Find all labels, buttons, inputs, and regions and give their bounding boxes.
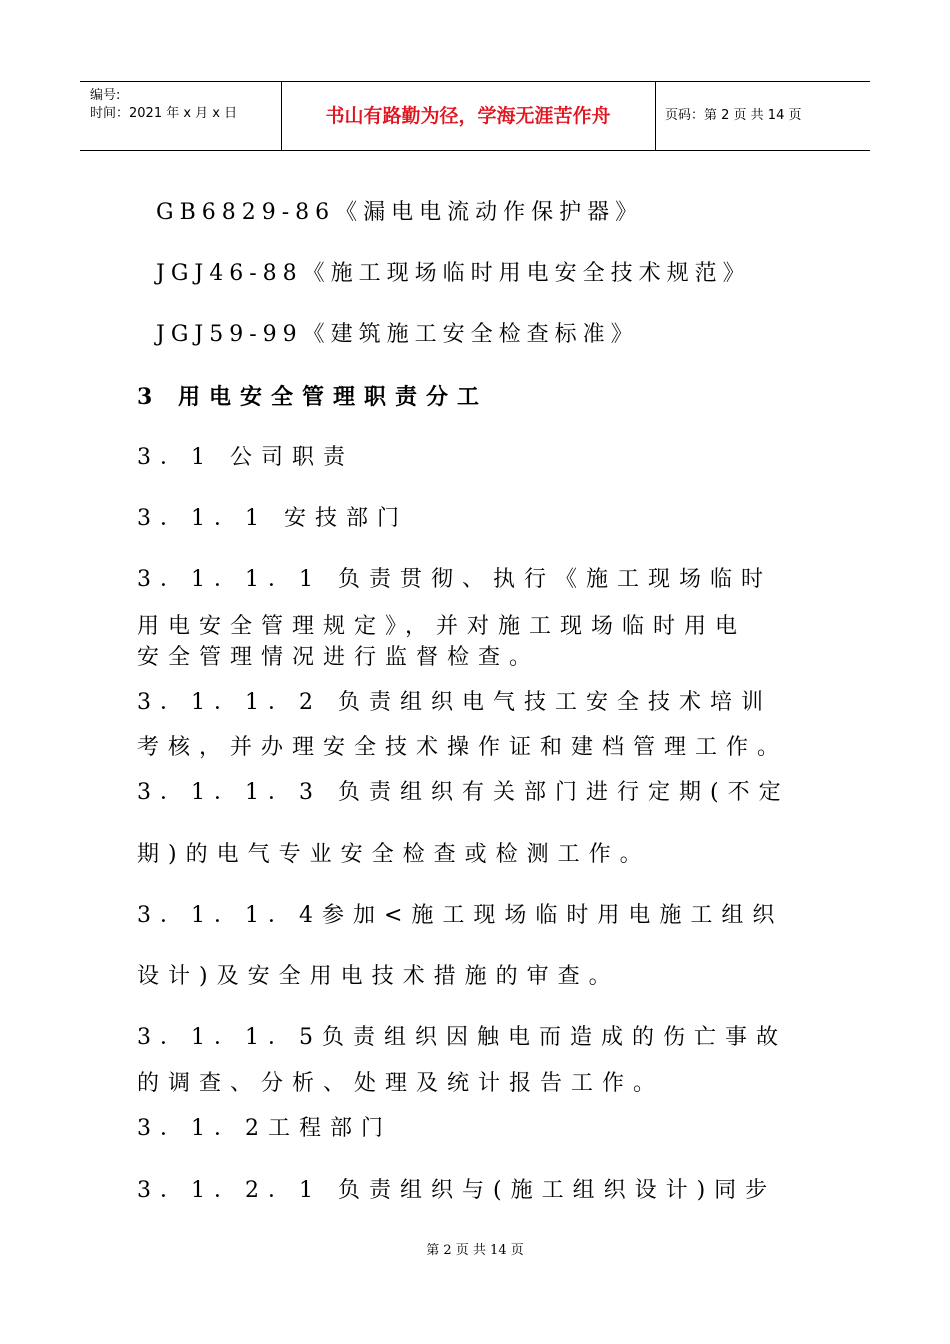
subsection-heading: 3．1．2工程部门	[137, 1116, 392, 1141]
reference-standard: JGJ46-88《施工现场临时用电安全技术规范》	[156, 261, 751, 286]
header-page-info: 页码：第 2 页 共 14 页	[665, 108, 802, 123]
document-number-label: 编号:	[90, 88, 121, 103]
paragraph-line: 用电安全管理规定》，并对施工现场临时用电	[137, 614, 747, 639]
paragraph-line: 3．1．1．5负责组织因触电而造成的伤亡事故	[137, 1025, 787, 1050]
header-motto: 书山有路勤为径，学海无涯苦作舟	[325, 105, 611, 127]
paragraph-line: 设计)及安全用电技术措施的审查。	[137, 964, 620, 989]
subsection-heading: 3．1．1 安技部门	[137, 506, 408, 531]
reference-standard: JGJ59-99《建筑施工安全检查标准》	[156, 322, 639, 347]
paragraph-line: 考核，并办理安全技术操作证和建档管理工作。	[137, 735, 789, 760]
paragraph-line: 3．1．1．4参加<施工现场临时用电施工组织	[137, 903, 784, 928]
section-heading: 3 用电安全管理职责分工	[137, 384, 488, 410]
document-time: 时间：2021 年 x 月 x 日	[90, 106, 238, 121]
paragraph-line: 3．1．1．1 负责贯彻、执行《施工现场临时	[137, 567, 772, 592]
header-left-cell	[80, 82, 282, 150]
reference-standard: GB6829-86《漏电电流动作保护器》	[156, 200, 644, 225]
paragraph-line: 3．1．1．3 负责组织有关部门进行定期(不定	[137, 780, 790, 805]
header-page-cell	[656, 82, 870, 150]
paragraph-line: 3．1．2．1 负责组织与(施工组织设计)同步	[137, 1178, 777, 1203]
subsection-heading: 3．1 公司职责	[137, 445, 354, 470]
paragraph-line: 安全管理情况进行监督检查。	[137, 645, 541, 670]
paragraph-line: 3．1．1．2 负责组织电气技工安全技术培训	[137, 690, 772, 715]
paragraph-line: 期)的电气专业安全检查或检测工作。	[137, 842, 651, 867]
paragraph-line: 的调查、分析、处理及统计报告工作。	[137, 1071, 665, 1096]
page-footer: 第 2 页 共 14 页	[426, 1243, 524, 1258]
document-header	[80, 81, 870, 151]
header-motto-cell	[281, 82, 656, 150]
